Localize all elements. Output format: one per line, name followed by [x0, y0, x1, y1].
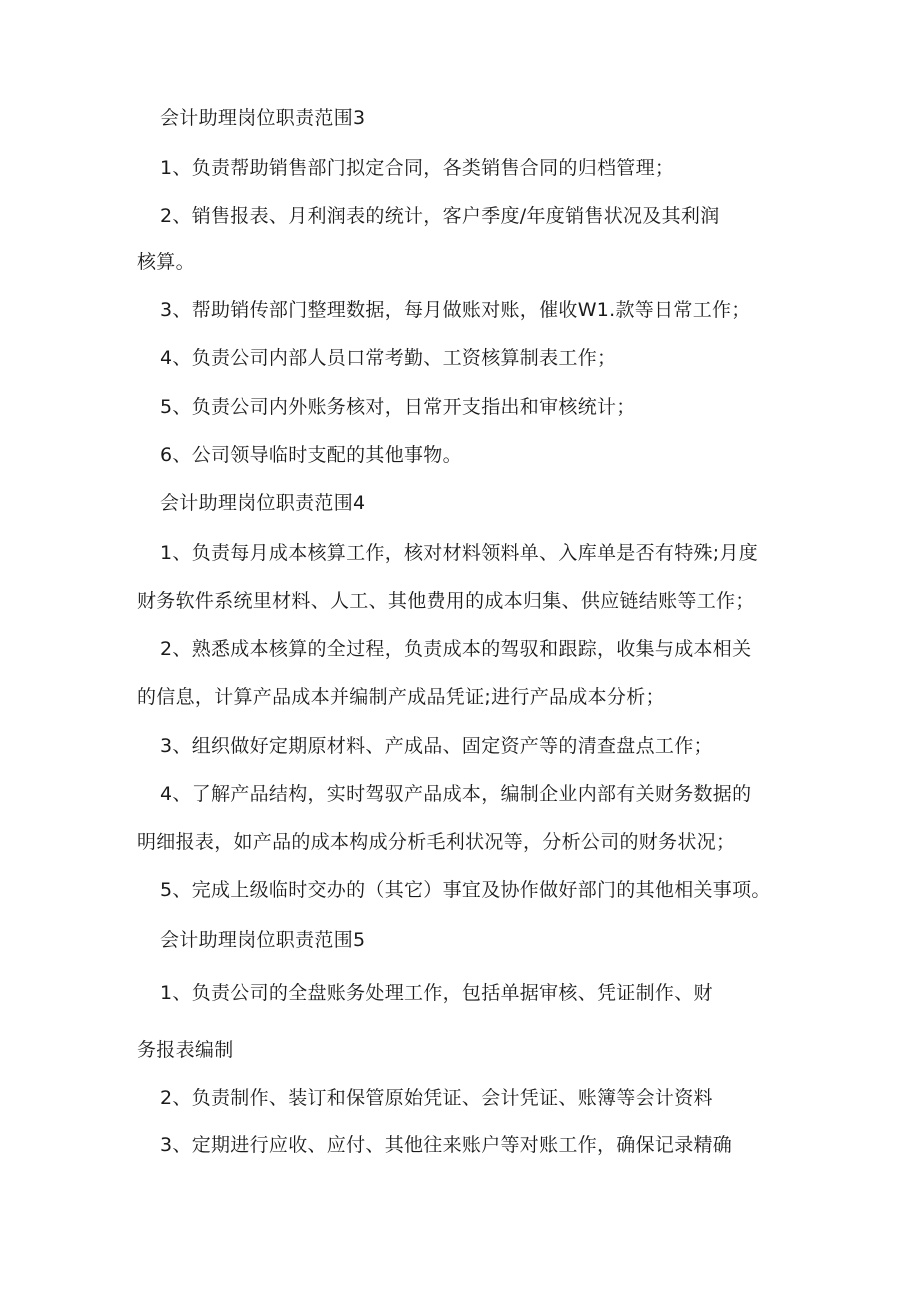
- section4-item-1: 1、负责每月成本核算工作，核对材料领料单、入库单是否有特殊;月度: [160, 542, 759, 564]
- section4-item-4-cont: 明细报表，如产品的成本构成分析毛利状况等，分析公司的财务状况；: [137, 831, 736, 853]
- section4-heading: 会计助理岗位职责范围4: [160, 492, 366, 514]
- section3-item-5: 5、负责公司内外账务核对，日常开支指出和审核统计；: [160, 396, 636, 418]
- section5-item-3: 3、定期进行应收、应付、其他往来账户等对账工作，确保记录精确: [160, 1134, 733, 1156]
- section5-item-2: 2、负责制作、装订和保管原始凭证、会计凭证、账簿等会计资料: [160, 1087, 713, 1109]
- section4-item-2: 2、熟悉成本核算的全过程，负责成本的驾驭和跟踪，收集与成本相关: [160, 638, 752, 660]
- section3-item-1: 1、负责帮助销售部门拟定合同，各类销售合同的归档管理；: [160, 157, 675, 179]
- section5-item-1: 1、负责公司的全盘账务处理工作，包括单据审核、凭证制作、财: [160, 982, 713, 1004]
- section3-item-4: 4、负责公司内部人员口常考勤、工资核算制表工作；: [160, 347, 617, 369]
- section4-item-5: 5、完成上级临时交办的（其它）事宜及协作做好部门的其他相关事项。: [160, 879, 771, 901]
- section5-heading: 会计助理岗位职责范围5: [160, 929, 366, 951]
- section3-item-2-cont: 核算。: [137, 251, 195, 273]
- section3-item-3: 3、帮助销传部门整理数据，每月做账对账，催收W1.款等日常工作；: [160, 299, 751, 321]
- section3-heading: 会计助理岗位职责范围3: [160, 107, 366, 129]
- section4-item-3: 3、组织做好定期原材料、产成品、固定资产等的清查盘点工作；: [160, 735, 713, 757]
- section3-item-6: 6、公司领导临时支配的其他事物。: [160, 444, 462, 466]
- section4-item-4: 4、了解产品结构，实时驾驭产品成本，编制企业内部有关财务数据的: [160, 783, 752, 805]
- section4-item-2-cont: 的信息，计算产品成本并编制产成品凭证;进行产品成本分析；: [137, 686, 665, 708]
- section5-item-1-cont: 务报表编制: [137, 1039, 234, 1061]
- section3-item-2: 2、销售报表、月利润表的统计，客户季度/年度销售状况及其利润: [160, 205, 720, 227]
- section4-item-1-cont: 财务软件系统里材料、人工、其他费用的成本归集、供应链结账等工作；: [137, 590, 755, 612]
